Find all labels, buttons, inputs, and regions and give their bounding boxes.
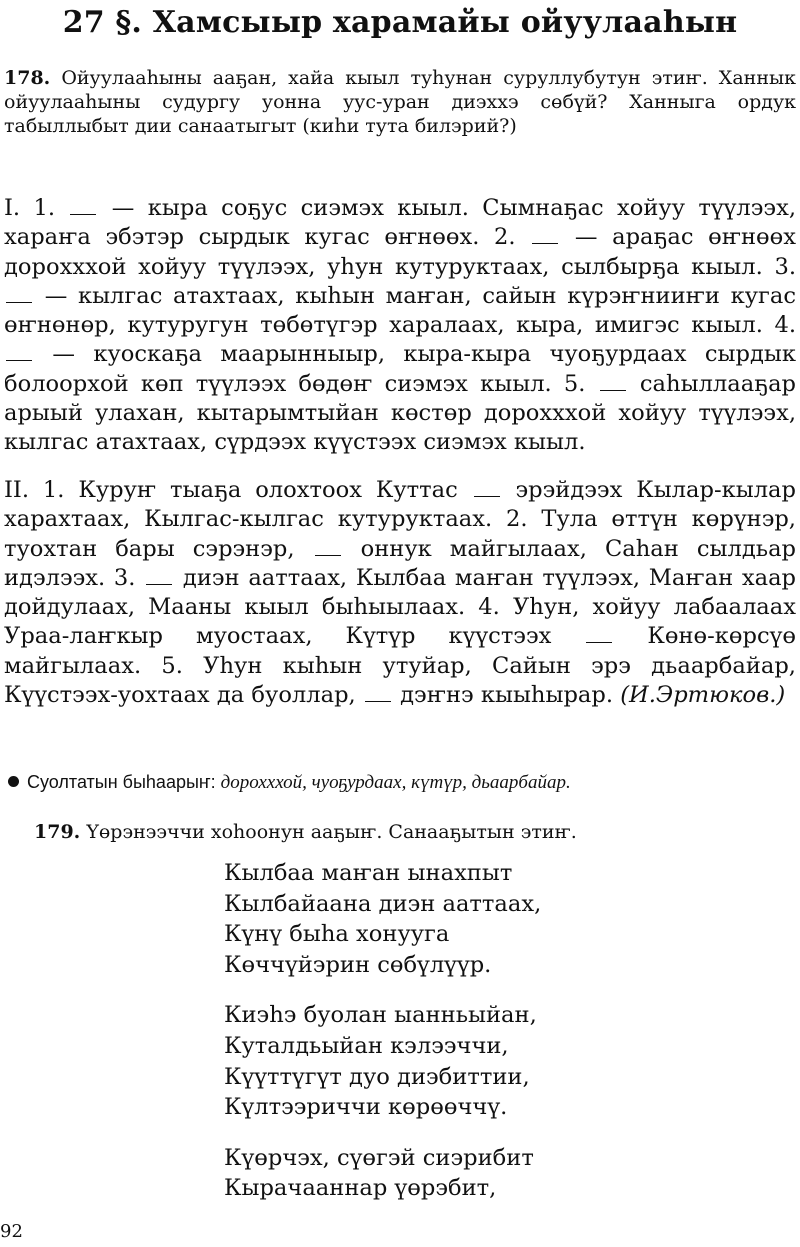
fill-in-blank: [315, 541, 341, 556]
poem-line: Киэһэ буолан ыанньыйан,: [224, 1002, 537, 1029]
part2-seg1: эрэйдээх Кылар-кылар харахтаах, Кылгас-кылгас кутуруктаах. 2. Тула өттүн көрүнэр, туохтан бары сэрэнэр,: [4, 477, 796, 562]
fill-in-blank: [6, 346, 32, 361]
part2-seg5: дэҥнэ кыыһырар.: [400, 682, 614, 709]
fill-in-blank: [586, 628, 612, 643]
poem-line: Көччүйэрин сөбүлүүр.: [224, 951, 492, 978]
poem-line: Кырачааннар үөрэбит,: [224, 1175, 497, 1202]
exercise-instruction-text: Үөрэнээччи хоһоонун ааҕыҥ. Санааҕытын этиҥ.: [86, 821, 577, 843]
poem-line: Куталдьыйан кэлээччи,: [224, 1032, 509, 1059]
fill-in-blank: [146, 570, 172, 585]
part2-seg0: II. 1. Куруҥ тыаҕа олохтоох Куттас: [4, 477, 458, 503]
page-number: 92: [0, 1221, 23, 1242]
part2-seg4: Көнө-көрсүө майгылаах. 5. Уһун кыһын утуйар, Сайын эрэ дьаарбайар, Күүстээх-уохтаах да буоллар,: [4, 623, 796, 709]
task-define-meaning: [4, 770, 796, 795]
part1-seg4: — куоскаҕа маарынныыр, кыра-кыра чуоҕурдаах сырдык болоорхой көп түүлээх бөдөҥ сиэмэх кыыл. 5.: [4, 341, 796, 397]
poem-line: Кылбаа маҥан ынахпыт: [224, 860, 513, 886]
part1-seg5: саһыллааҕар арыый улахан, кытарымтыйан көстөр дорохххой хойуу түүлээх, кылгас атахтаах, сүрдээх күүстээх сиэмэх кыыл.: [4, 370, 797, 456]
poem-line: Күүттүгүт дуо диэбиттии,: [224, 1063, 530, 1090]
poem-line: Күнү быһа хонууга: [224, 921, 450, 948]
poem-stanza: [224, 1143, 784, 1204]
fill-in-blank: [6, 288, 32, 303]
section-title: 27 §. Хамсыыр харамайы ойуулааһын: [62, 5, 738, 40]
exercise-179-instruction: [34, 820, 796, 844]
fill-in-blank: [532, 229, 558, 244]
part1-seg0: I. 1.: [4, 195, 56, 221]
poem-stanza: [224, 858, 784, 980]
exercise-number: 178.: [4, 67, 51, 89]
part1-seg1: — кыра соҕус сиэмэх кыыл. Сымнаҕас хойуу түүлээх, хараҥа эбэтэр сырдык кугас өҥнөөх. 2.: [4, 195, 796, 251]
task-label: Суолтатын быһаарыҥ:: [27, 772, 216, 792]
part1-seg2: — араҕас өҥнөөх дорохххой хойуу түүлээх, уһун кутуруктаах, сылбырҕа кыыл. 3.: [4, 224, 797, 280]
exercise-178-instruction: [4, 66, 796, 138]
fill-in-blank: [474, 482, 500, 497]
fill-in-blank: [600, 376, 626, 391]
part2-seg3: диэн ааттаах, Кылбаа маҥан түүлээх, Маҥан хаар дойдулаах, Мааны кыыл быһыылаах. 4. Уһун, хойуу лабаалаах Ураа-лаҥкыр муостаах, Күтүр күүстээх: [4, 564, 796, 650]
bullet-icon: [8, 776, 19, 787]
exercise-178-part-1: [4, 194, 796, 458]
student-poem: [224, 858, 784, 1224]
fill-in-blank: [70, 200, 96, 215]
fill-in-blank: [365, 687, 391, 702]
task-words: дорохххой, чуоҕурдаах, күтүр, дьаарбайар.: [220, 772, 571, 793]
exercise-instruction-text: Ойуулааһыны ааҕан, хайа кыыл туһунан суруллубутун этиҥ. Ханнык ойуулааһыны судургу уонна уус-уран диэххэ сөбүй? Ханныга ордук табыллыбыт дии санаатыгыт (киһи тута билэрий?): [4, 67, 796, 137]
poem-line: Кылбайаана диэн ааттаах,: [224, 890, 542, 917]
poem-stanza: [224, 1000, 784, 1122]
poem-line: Күлтээриччи көрөөччү.: [224, 1094, 508, 1121]
exercise-number: 179.: [34, 821, 81, 843]
poem-line: Күөрчэх, сүөгэй сиэрибит: [224, 1144, 534, 1171]
part1-seg3: — кылгас атахтаах, кыһын маҥан, сайын күрэҥнииҥи кугас өҥнөнөр, кутуругун төбөтүгэр харалаах, кыра, имигэс кыыл. 4.: [4, 282, 797, 339]
poem-author: (И.Эртюков.): [620, 682, 786, 709]
exercise-178-part-2: [4, 476, 796, 710]
part2-seg2: оннук майгылаах, Саһан сылдьар идэлээх. 3.: [4, 535, 796, 591]
